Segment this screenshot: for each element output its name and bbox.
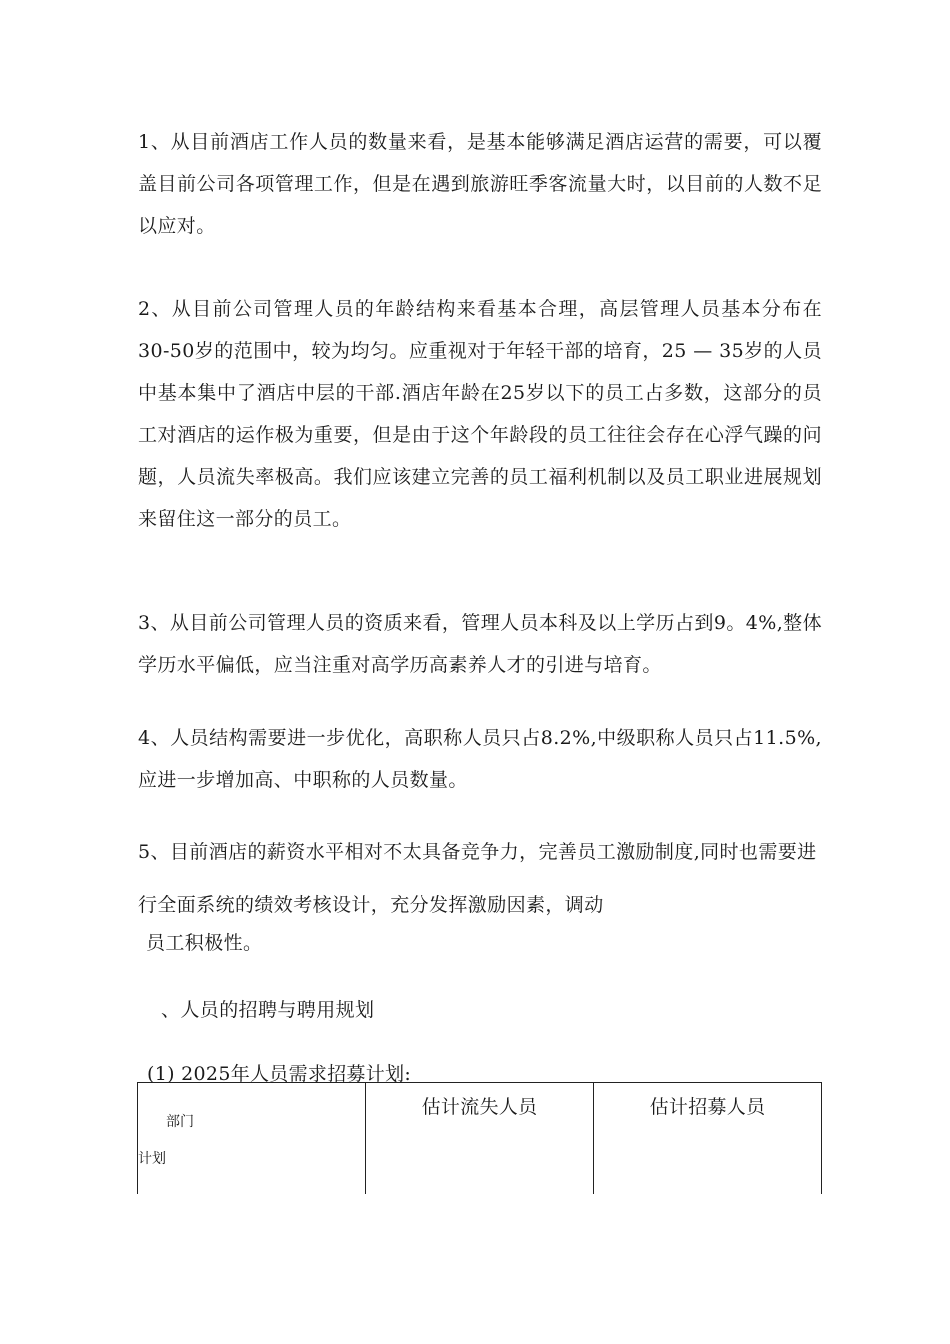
column-label-estimated-loss: 估计流失人员 (421, 1096, 538, 1118)
table-corner-cell (138, 1083, 366, 1195)
table-header-estimated-recruit (594, 1083, 822, 1195)
recruitment-plan-table (137, 1082, 822, 1194)
corner-label-plan: 计划 (138, 1151, 166, 1167)
table-header-row (138, 1083, 822, 1195)
paragraph-salary-line2: 行全面系统的绩效考核设计，充分发挥激励因素，调动 (138, 894, 604, 916)
paragraph-salary-line3: 员工积极性。 (146, 932, 263, 954)
paragraph-qualification: 3、从目前公司管理人员的资质来看，管理人员本科及以上学历占到9。4%,整体学历水平偏低，应当注重对高学历高素养人才的引进与培育。 (138, 612, 822, 676)
section-heading-recruitment: 、人员的招聘与聘用规划 (161, 999, 375, 1021)
paragraph-age-structure: 2、从目前公司管理人员的年龄结构来看基本合理，高层管理人员基本分布在30-50岁的范围中，较为均匀。应重视对于年轻干部的培育，25 — 35岁的人员中基本集中了酒店中层的干部.酒店年龄在25岁以下的员工占多数，这部分的员工对酒店的运作极为重要，但是由于这个年龄段的员工往往会存在心浮气躁的问题，人员流失率极高。我们应该建立完善的员工福利机制以及员工职业进展规划来留住这一部分的员工。 (138, 298, 822, 530)
column-label-estimated-recruit: 估计招募人员 (649, 1096, 766, 1118)
corner-label-department: 部门 (166, 1114, 194, 1130)
paragraph-title-structure: 4、人员结构需要进一步优化，高职称人员只占8.2%,中级职称人员只占11.5%,应进一步增加高、中职称的人员数量。 (138, 727, 822, 791)
recruitment-plan-caption: (1) 2025年人员需求招募计划: (147, 1063, 412, 1085)
paragraph-salary-line1: 5、目前酒店的薪资水平相对不太具备竞争力，完善员工激励制度,同时也需要进 (138, 841, 817, 863)
paragraph-staff-quantity: 1、从目前酒店工作人员的数量来看，是基本能够满足酒店运营的需要，可以覆盖目前公司各项管理工作，但是在遇到旅游旺季客流量大时，以目前的人数不足以应对。 (138, 131, 822, 237)
table-header-estimated-loss (366, 1083, 594, 1195)
